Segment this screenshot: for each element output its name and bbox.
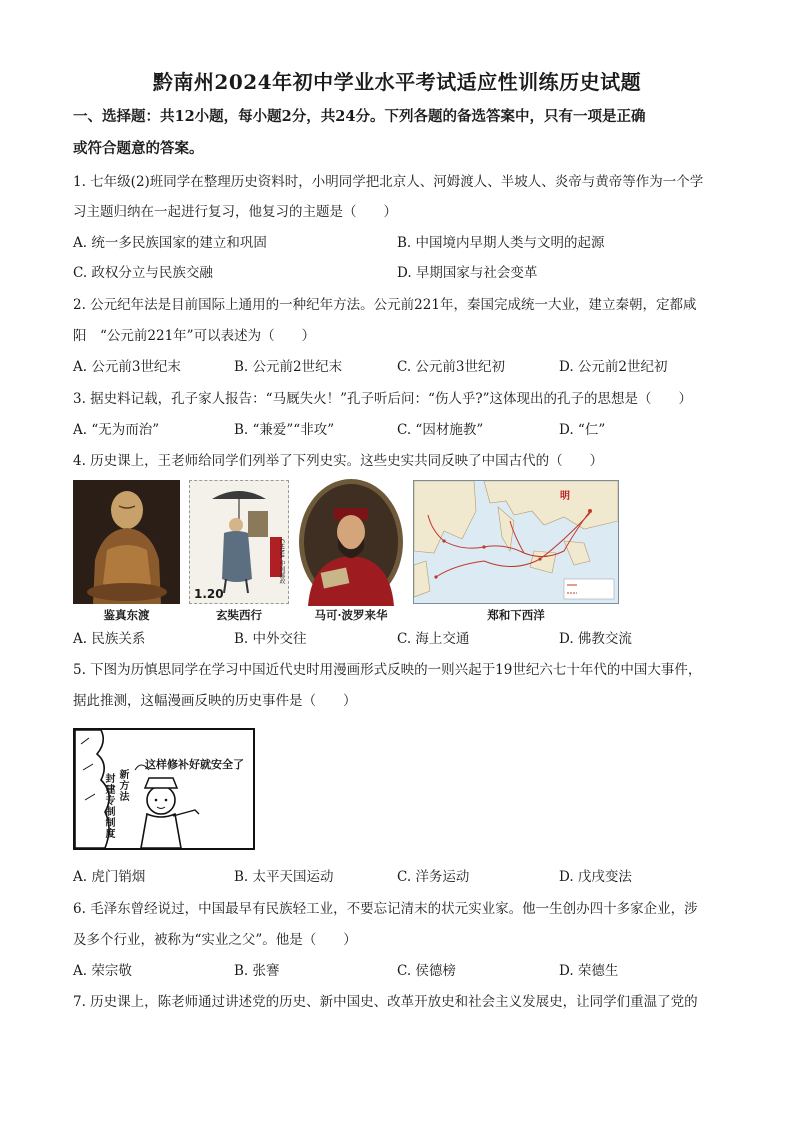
xuanzang-stamp-image (189, 480, 289, 604)
question-7-stem: 7. 历史课上，陈老师通过讲述党的历史、新中国史、改革开放史和社会主义发展史，让同学们重温了党的 (73, 994, 698, 1010)
question-2-stem: 2. 公元纪年法是目前国际上通用的一种纪年方法。公元前221年，秦国完成统一大业，建立秦朝，定都咸 (73, 297, 697, 313)
question-2-stem-cont: 阳 “公元前221年”可以表述为（ ） (73, 328, 316, 344)
cartoon-patch-label: 新方法 (119, 770, 130, 803)
question-4-option-c: C. 海上交通 (397, 631, 470, 647)
stamp-country: CHINA 中国邮政 (278, 539, 285, 584)
question-1-option-c: C. 政权分立与民族交融 (73, 265, 213, 281)
question-4-option-a: A. 民族关系 (73, 631, 146, 647)
stamp-value: 1.20 (194, 587, 224, 601)
question-5-stem-cont: 据此推测，这幅漫画反映的历史事件是（ ） (73, 693, 357, 709)
caption-zheng-he: 郑和下西洋 (487, 608, 545, 622)
cartoon-speech-text: 这样修补好就安全了 (145, 758, 244, 771)
question-1-option-b: B. 中国境内早期人类与文明的起源 (397, 235, 605, 251)
marco-polo-portrait-image (298, 478, 404, 606)
jianzhen-statue-image (73, 480, 180, 604)
page-title: 黔南州2024年初中学业水平考试适应性训练历史试题 (152, 70, 642, 94)
question-1-option-a: A. 统一多民族国家的建立和巩固 (73, 235, 267, 251)
question-3-stem: 3. 据史料记载，孔子家人报告：“马厩失火！”孔子听后问：“伤人乎?”这体现出的孔子的思想是（ ） (73, 391, 693, 407)
question-6-option-a: A. 荣宗敬 (73, 963, 132, 979)
question-5-stem: 5. 下图为历慎思同学在学习中国近代史时用漫画形式反映的一则兴起于19世纪六七十年代的中国大事件， (73, 662, 702, 678)
question-4-option-b: B. 中外交往 (234, 631, 307, 647)
question-6-stem-cont: 及多个行业，被称为“实业之父”。他是（ ） (73, 932, 357, 948)
question-6-option-d: D. 荣德生 (559, 963, 619, 979)
question-6-option-b: B. 张謇 (234, 963, 280, 979)
question-1-stem-cont: 习主题归纳在一起进行复习，他复习的主题是（ ） (73, 204, 397, 220)
question-6-option-c: C. 侯德榜 (397, 963, 456, 979)
caption-xuanzang: 玄奘西行 (216, 608, 262, 622)
question-2-option-b: B. 公元前2世纪末 (234, 359, 343, 375)
question-5-option-c: C. 洋务运动 (397, 869, 470, 885)
cartoon-wall-label: 封建专制制度 (105, 774, 116, 840)
question-4-stem: 4. 历史课上，王老师给同学们列举了下列史实。这些史实共同反映了中国古代的（ ） (73, 453, 604, 469)
question-2-option-c: C. 公元前3世纪初 (397, 359, 506, 375)
question-5-option-a: A. 虎门销烟 (73, 869, 146, 885)
question-1-stem: 1. 七年级(2)班同学在整理历史资料时，小明同学把北京人、河姆渡人、半坡人、炎帝与黄帝等作为一个学 (73, 174, 704, 190)
question-3-option-b: B. “兼爱”“非攻” (234, 422, 335, 438)
question-5-option-b: B. 太平天国运动 (234, 869, 334, 885)
section-heading: 一、选择题：共12小题，每小题2分，共24分。下列各题的备选答案中，只有一项是正确 (73, 108, 646, 125)
question-3-option-a: A. “无为而治” (73, 422, 160, 438)
question-5-option-d: D. 戊戌变法 (559, 869, 632, 885)
question-1-option-d: D. 早期国家与社会变革 (397, 265, 538, 281)
question-6-stem: 6. 毛泽东曾经说过，中国最早有民族轻工业，不要忘记清末的状元实业家。他一生创办四十多家企业，涉 (73, 901, 698, 917)
caption-jianzhen: 鉴真东渡 (103, 608, 150, 622)
caption-marco-polo: 马可·波罗来华 (314, 608, 388, 622)
self-strengthening-cartoon (73, 728, 255, 850)
question-4-option-d: D. 佛教交流 (559, 631, 632, 647)
question-3-option-d: D. “仁” (559, 422, 606, 438)
question-3-option-c: C. “因材施教” (397, 422, 484, 438)
zheng-he-voyage-map (413, 480, 619, 604)
question-2-option-d: D. 公元前2世纪初 (559, 359, 668, 375)
section-heading-cont: 或符合题意的答案。 (73, 140, 204, 157)
question-2-option-a: A. 公元前3世纪末 (73, 359, 181, 375)
map-ming-label: 明 (560, 491, 570, 502)
